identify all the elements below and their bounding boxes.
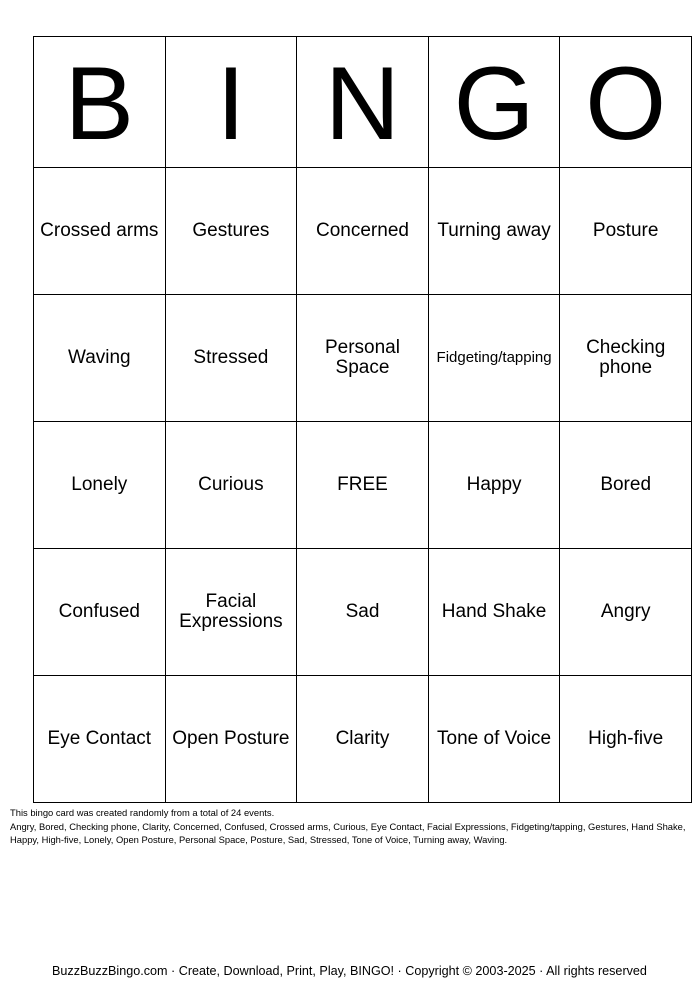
bingo-row-3 — [34, 422, 692, 549]
site-credit: BuzzBuzzBingo.com · Create, Download, Print, Play, BINGO! · Copyright © 2003-2025 · All rights reserved — [52, 964, 647, 978]
header-letter-b: B — [34, 37, 166, 168]
bingo-row-2 — [34, 295, 692, 422]
cell-text: Hand Shake — [441, 601, 547, 622]
cell-text: Personal Space — [324, 337, 400, 378]
cell-text: Eye Contact — [47, 728, 152, 749]
cell-text: Fidgeting/tapping — [436, 349, 552, 366]
card-generation-note — [10, 806, 694, 847]
bingo-cell — [560, 676, 692, 803]
bingo-cell — [165, 676, 297, 803]
cell-text: Tone of Voice — [437, 728, 552, 749]
bingo-row-1 — [34, 168, 692, 295]
cell-text: Lonely — [71, 474, 128, 495]
cell-text: Happy — [466, 474, 522, 495]
cell-text: Clarity — [335, 728, 390, 749]
cell-text: Confused — [58, 601, 140, 622]
note-event-list: Angry, Bored, Checking phone, Clarity, Concerned, Confused, Crossed arms, Curious, Eye Contact, Facial Expressions, Fidgeting/tapping, Gestures, Hand Shake, Happy, High-five, Lonely, Open Posture, Personal Space, Posture, Sad, Stressed, Tone of Voice, Turning away, Waving. — [10, 820, 686, 845]
bingo-cell — [34, 676, 166, 803]
bingo-row-4 — [34, 549, 692, 676]
bingo-cell — [297, 549, 429, 676]
bingo-cell — [34, 295, 166, 422]
cell-text: Gestures — [192, 220, 270, 241]
bingo-cell — [560, 168, 692, 295]
cell-text: Facial Expressions — [179, 591, 283, 632]
bingo-cell — [165, 295, 297, 422]
cell-text: Checking phone — [586, 337, 666, 378]
bingo-cell — [428, 676, 560, 803]
bingo-cell — [297, 168, 429, 295]
bingo-cell — [34, 168, 166, 295]
free-space-text: FREE — [337, 474, 388, 495]
bingo-card — [33, 36, 692, 803]
cell-text: High-five — [588, 728, 664, 749]
cell-text: Bored — [600, 474, 652, 495]
bingo-cell — [560, 422, 692, 549]
header-letter-g: G — [428, 37, 560, 168]
cell-text: Waving — [67, 347, 131, 368]
cell-text: Open Posture — [172, 728, 290, 749]
cell-text: Angry — [600, 601, 651, 622]
bingo-cell — [560, 295, 692, 422]
cell-text: Curious — [198, 474, 264, 495]
header-row — [34, 37, 692, 168]
bingo-row-5 — [34, 676, 692, 803]
cell-text: Turning away — [437, 220, 551, 241]
bingo-cell — [428, 422, 560, 549]
bingo-cell — [297, 676, 429, 803]
header-letter-i: I — [165, 37, 297, 168]
cell-text: Stressed — [193, 347, 269, 368]
bingo-cell — [297, 295, 429, 422]
header-letter-n: N — [297, 37, 429, 168]
cell-text: Posture — [592, 220, 659, 241]
cell-text: Concerned — [316, 220, 409, 241]
bingo-cell — [34, 422, 166, 549]
bingo-cell — [428, 549, 560, 676]
free-space-cell — [297, 422, 429, 549]
bingo-cell — [165, 422, 297, 549]
bingo-cell — [428, 295, 560, 422]
bingo-cell — [428, 168, 560, 295]
bingo-cell — [165, 549, 297, 676]
cell-text: Sad — [345, 601, 380, 622]
header-letter-o: O — [560, 37, 692, 168]
bingo-cell — [560, 549, 692, 676]
bingo-cell — [34, 549, 166, 676]
cell-text: Crossed arms — [40, 220, 159, 241]
note-intro: This bingo card was created randomly from a total of 24 events. — [10, 807, 275, 818]
bingo-cell — [165, 168, 297, 295]
